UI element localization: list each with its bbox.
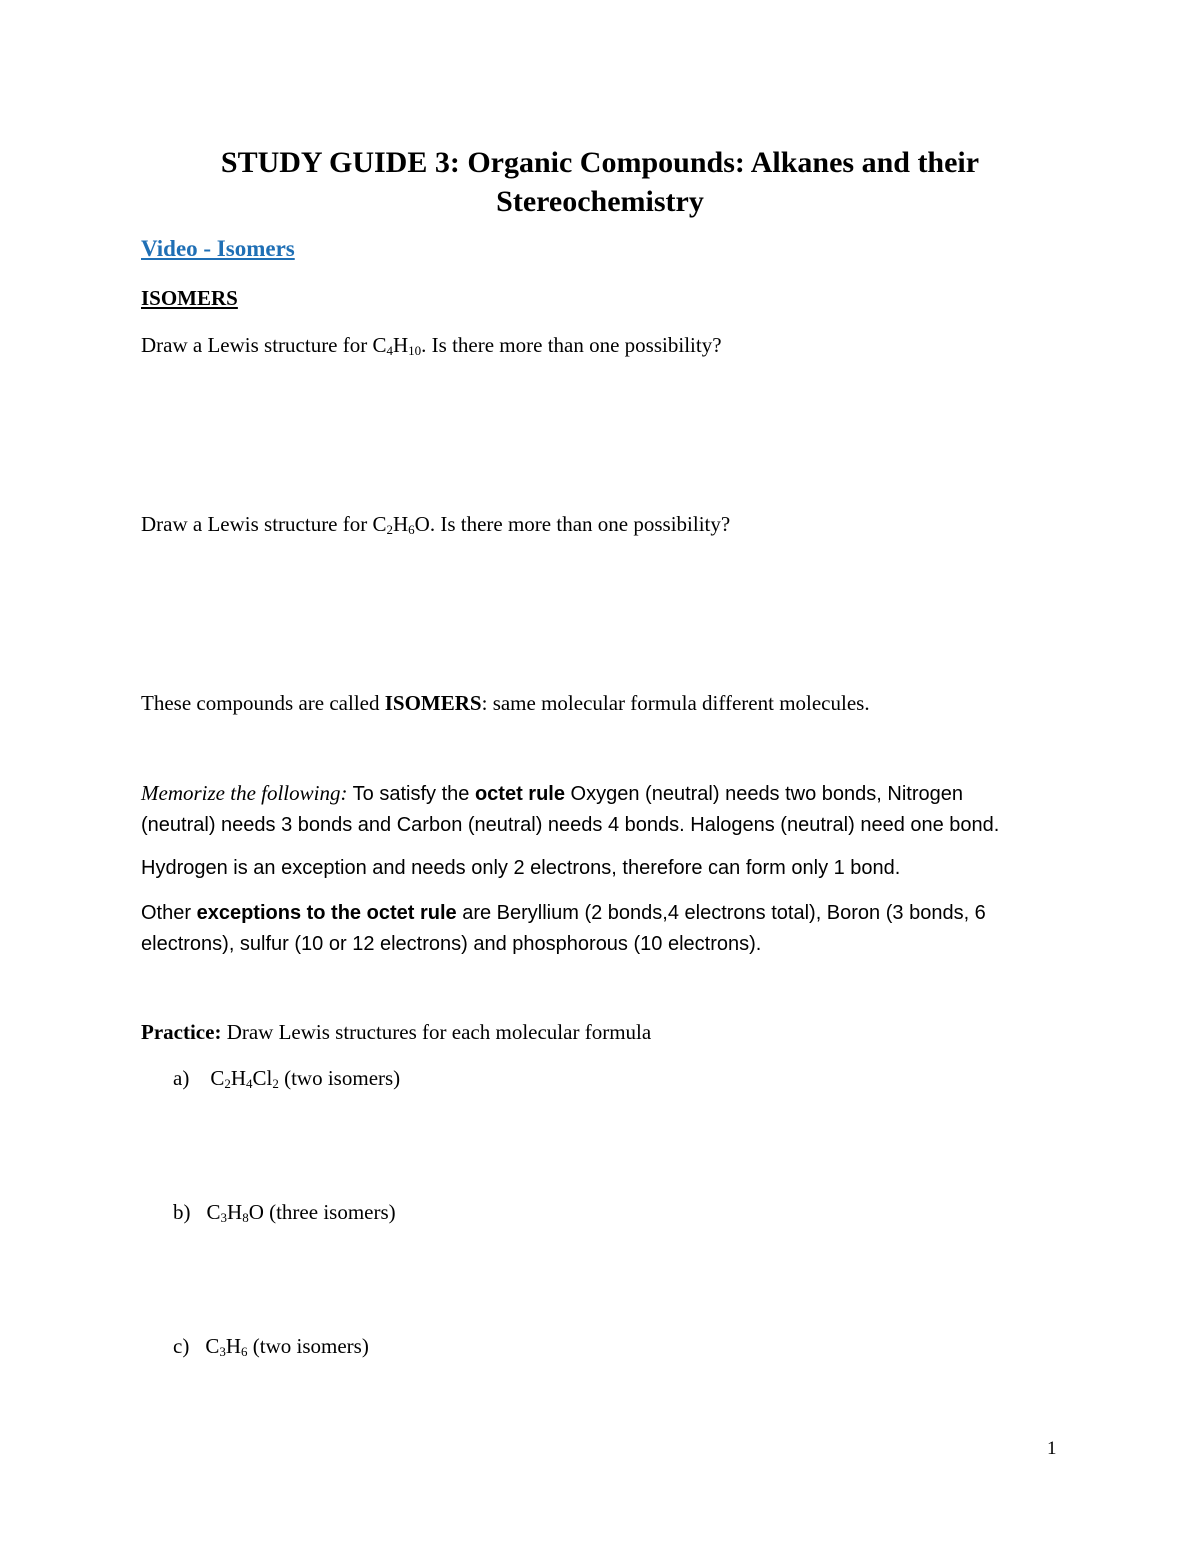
practice-item-b: b) $C_3H_8O$ (three isomers) (173, 1200, 396, 1225)
video-isomers-link[interactable]: Video - Isomers (141, 236, 295, 261)
section-heading-isomers: ISOMERS (141, 286, 238, 310)
document-title-line-2: Stereochemistry (496, 185, 704, 218)
question-c2h6o: Draw a Lewis structure for $C_2H_6O$. Is there more than one possibility? (141, 512, 731, 537)
practice-item-a: a) $C_2H_4Cl_2$ (two isomers) (173, 1066, 401, 1091)
page-number: 1 (1047, 1438, 1057, 1459)
practice-item-c: c) $C_3H_6$ (two isomers) (173, 1334, 369, 1359)
octet-exceptions-paragraph: Other exceptions to the octet rule are Beryllium (2 bonds,4 electrons total), Boron (3 bonds, 6 electrons), sulfur (10 or 12 electrons) and phosphorous (10 electrons). (141, 902, 986, 955)
document-title-line-1: STUDY GUIDE 3: Organic Compounds: Alkanes and their (220, 146, 980, 179)
question-c4h10: Draw a Lewis structure for $C_4H_{10}$. Is there more than one possibility? (141, 333, 722, 358)
isomers-definition: These compounds are called ISOMERS: same molecular formula different molecules. (141, 691, 870, 715)
practice-instruction: Practice: Draw Lewis structures for each molecular formula (141, 1020, 652, 1044)
memorize-paragraph: Memorize the following: To satisfy the octet rule Oxygen (neutral) needs two bonds, Nitrogen (neutral) needs 3 bonds and Carbon (neutral) needs 4 bonds. Halogens (neutral) need one bond. (141, 781, 1000, 836)
hydrogen-exception: Hydrogen is an exception and needs only 2 electrons, therefore can form only 1 bond. (141, 857, 901, 879)
